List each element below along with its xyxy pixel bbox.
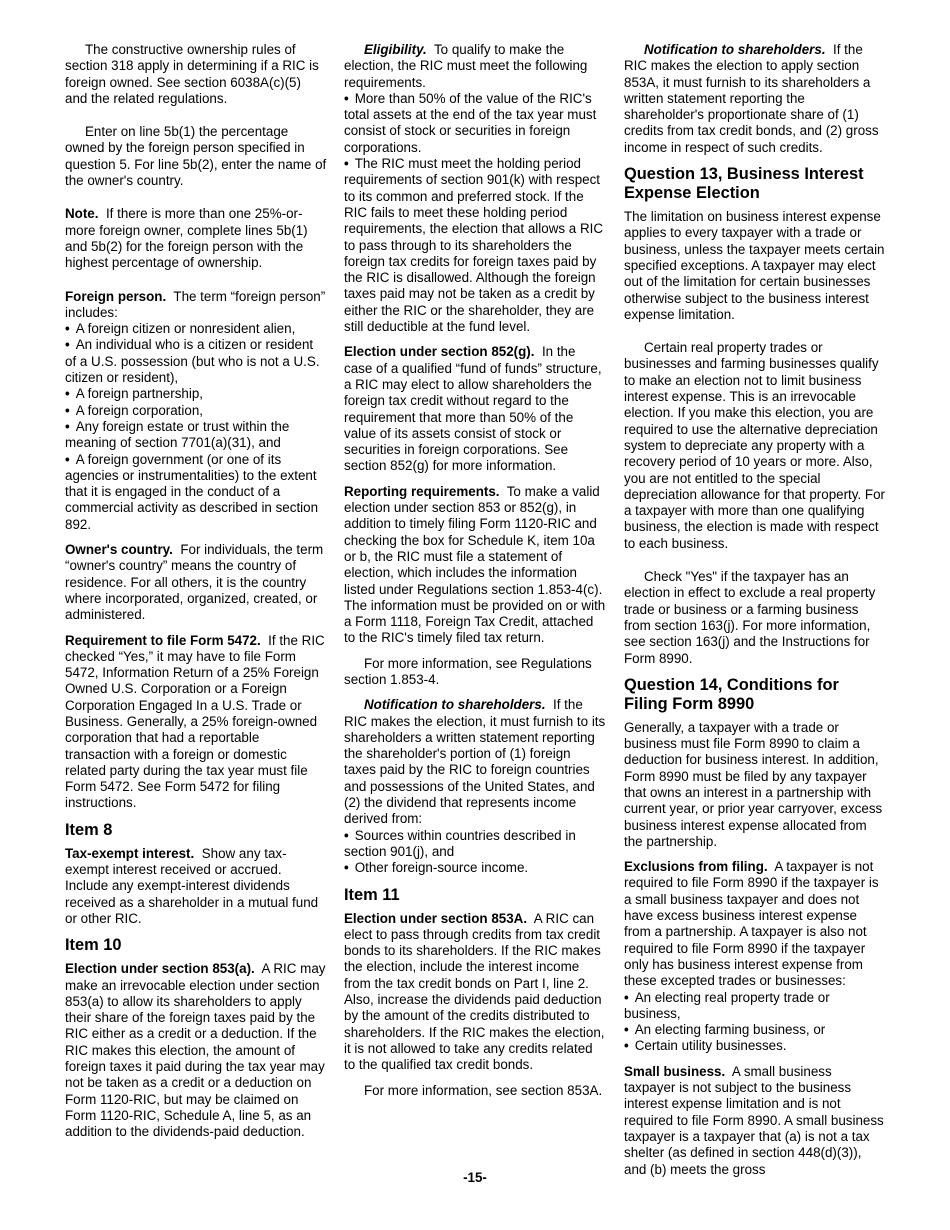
list-item: • The RIC must meet the holding period requirements of section 901(k) with respect to its common and preferred stock. If the RIC fails to meet these holding period requirements, the election that allows a RIC to pass through to its shareholders the foreign tax credits for foreign taxes paid by the RIC is disallowed. Although the foreign taxes paid may not be taken as a credit by either the RIC or the shareholder, they are still deductible at the fund level. <box>344 156 606 335</box>
list-item: • More than 50% of the value of the RIC's total assets at the end of the tax year must consist of stock or securities in foreign corporations. <box>344 91 606 156</box>
paragraph-text: A taxpayer is not required to file Form 8990 if the taxpayer is a small business taxpayer and does not have excess business interest expense from a partnership. A taxpayer is also not required to file Form 8990 if the taxpayer only has business interest expense from these excepted trades or businesses: <box>624 859 879 989</box>
paragraph <box>344 484 606 647</box>
paragraph: Enter on line 5b(1) the percentage owned by the foreign person specified in question 5. For line 5b(2), enter the name of the owner's country. <box>65 124 327 189</box>
paragraph: Check "Yes" if the taxpayer has an election in effect to exclude a real property trade or business or a farming business from section 163(j). For more information, see section 163(j) and the Instructions for Form 8990. <box>624 569 876 666</box>
list-item: • Other foreign-source income. <box>344 860 606 876</box>
list-item: • A foreign partnership, <box>65 386 327 402</box>
paragraph-text: To qualify to make the election, the RIC must meet the following requirements. <box>344 42 588 90</box>
paragraph-text: Show any tax-exempt interest received or accrued. Include any exempt-interest dividends received as a shareholder in a mutual fund or other RIC. <box>65 845 319 926</box>
list-item: • Certain utility businesses. <box>624 1038 886 1054</box>
bullet-list <box>344 828 606 877</box>
run-in-heading: Election under section 853(a). <box>65 961 255 977</box>
list-item: • A foreign citizen or nonresident alien, <box>65 321 327 337</box>
paragraph <box>65 633 327 812</box>
paragraph-text: If the RIC makes the election, it must furnish to its shareholders a written statement reporting the shareholder's portion of (1) foreign taxes paid by the RIC to foreign countries and possessions of the United States, and (2) the dividend that represents income derived from: <box>344 697 606 827</box>
paragraph-text: To make a valid election under section 853 or 852(g), in addition to timely filing Form 1120-RIC and checking the box for Schedule K, item 10a or b, the RIC must file a statement of election, which includes the information listed under Regulations section 1.853-4(c). The information must be provided on or with a Form 1118, Foreign Tax Credit, attached to the RIC's timely filed tax return. <box>344 483 606 646</box>
paragraph-text: If the RIC checked “Yes,” it may have to file Form 5472, Information Return of a 25% Foreign Owned U.S. Corporation or a Foreign Corporation Engaged In a U.S. Trade or Business. Generally, a 25% foreign-owned corporation that had a reportable transaction with a foreign or domestic related party during the tax year must file Form 5472. See Form 5472 for filing instructions. <box>65 632 325 811</box>
paragraph <box>344 697 606 827</box>
run-in-heading: Tax-exempt interest. <box>65 845 195 861</box>
run-in-heading: Foreign person. <box>65 288 167 304</box>
list-item: • Sources within countries described in section 901(j), and <box>344 828 606 861</box>
column-left <box>65 42 327 1150</box>
section-heading: Question 14, Conditions for Filing Form 8990 <box>624 675 839 713</box>
paragraph-text: For individuals, the term “owner's country” means the country of residence. For all others, it is the country where incorporated, organized, created, or administered. <box>65 542 324 623</box>
bullet-list <box>344 91 606 335</box>
run-in-heading: Note. <box>65 206 99 222</box>
paragraph-text: A RIC can elect to pass through credits from tax credit bonds to its shareholders. If the RIC makes the election, include the interest income from the tax credit bonds on Part I, line 2. Also, increase the dividends paid deduction by the amount of the credits distributed to shareholders. If the RIC makes the election, it is not allowed to take any credits related to the qualified tax credit bonds. <box>344 910 605 1073</box>
paragraph: The constructive ownership rules of section 318 apply in determining if a RIC is foreign owned. See section 6038A(c)(5) and the related regulations. <box>65 42 319 106</box>
paragraph <box>65 206 327 271</box>
paragraph <box>65 961 327 1140</box>
list-item: • An electing real property trade or business, <box>624 990 886 1023</box>
paragraph <box>344 42 606 91</box>
run-in-heading: Reporting requirements. <box>344 483 500 499</box>
bullet-list <box>65 321 327 533</box>
section-heading: Question 13, Business Interest Expense Election <box>624 165 864 203</box>
paragraph-text: If there is more than one 25%-or-more foreign owner, complete lines 5b(1) and 5b(2) for the foreign person with the highest percentage of ownership. <box>65 206 308 271</box>
paragraph: Certain real property trades or businesses and farming businesses qualify to make an election not to limit business interest expense. This is an irrevocable election. If you make this election, you are required to use the alternative depreciation system to depreciate any property with a recovery period of 10 years or more. Also, you are not entitled to the special depreciation allowance for that property. For a taxpayer with more than one qualifying business, the election is made with respect to each business. <box>624 340 886 551</box>
paragraph <box>65 289 327 322</box>
list-item: • A foreign government (or one of its agencies or instrumentalities) to the extent that it is engaged in the conduct of a commercial activity as described in section 892. <box>65 452 327 533</box>
paragraph: For more information, see section 853A. <box>364 1082 603 1098</box>
paragraph: The limitation on business interest expense applies to every taxpayer with a trade or business, unless the taxpayer meets certain specified exceptions. A taxpayer may elect out of the limitation for certain businesses otherwise subject to the business interest expense limitation. <box>624 209 885 322</box>
paragraph <box>624 1064 886 1178</box>
paragraph-text: If the RIC makes the election to apply section 853A, it must furnish to its shareholders a written statement reporting the shareholder's proportionate share of (1) credits from tax credit bonds, and (2) gross income in respect of such credits. <box>624 42 879 155</box>
section-heading: Item 8 <box>65 820 113 839</box>
section-heading: Item 10 <box>65 936 122 955</box>
paragraph-text: In the case of a qualified “fund of funds” structure, a RIC may elect to allow shareholders the foreign tax credit without regard to the requirement that more than 50% of the value of its assets consist of stock or securities in foreign corporations. See section 852(g) for more information. <box>344 344 602 474</box>
paragraph: For more information, see Regulations section 1.853-4. <box>344 655 592 687</box>
section-heading: Item 11 <box>344 885 400 904</box>
list-item: • A foreign corporation, <box>65 403 327 419</box>
paragraph <box>65 846 327 927</box>
column-middle <box>344 42 606 1108</box>
bullet-list <box>624 990 886 1055</box>
run-in-heading: Election under section 852(g). <box>344 344 535 360</box>
list-item: • An individual who is a citizen or resident of a U.S. possession (but who is not a U.S. citizen or resident), <box>65 337 327 386</box>
column-right <box>624 42 886 1187</box>
run-in-heading: Owner's country. <box>65 542 173 558</box>
paragraph <box>624 42 886 156</box>
list-item: • An electing farming business, or <box>624 1022 886 1038</box>
run-in-heading: Notification to shareholders. <box>644 42 826 57</box>
paragraph-text: A RIC may make an irrevocable election under section 853(a) to allow its shareholders to apply their share of the foreign taxes paid by the RIC either as a credit or a deduction. If the RIC makes this election, the amount of foreign taxes it paid during the tax year may not be taken as a credit or a deduction on Form 1120-RIC, but may be claimed on Form 1120-RIC, Schedule A, line 5, as an addition to the dividends-paid deduction. <box>65 961 326 1140</box>
paragraph <box>344 344 606 474</box>
run-in-heading: Notification to shareholders. <box>364 697 546 713</box>
run-in-heading: Eligibility. <box>364 42 427 57</box>
paragraph <box>624 859 886 989</box>
list-item: • Any foreign estate or trust within the meaning of section 7701(a)(31), and <box>65 419 327 452</box>
run-in-heading: Small business. <box>624 1063 726 1079</box>
page-number: -15- <box>463 1170 487 1185</box>
paragraph: Generally, a taxpayer with a trade or business must file Form 8990 to claim a deduction for business interest. In addition, Form 8990 must be filed by any taxpayer that owns an interest in a partnership with current year, or prior year carryover, excess business interest expense allocated from the partnership. <box>624 719 883 849</box>
run-in-heading: Requirement to file Form 5472. <box>65 632 261 648</box>
paragraph <box>344 911 606 1074</box>
run-in-heading: Election under section 853A. <box>344 910 528 926</box>
paragraph-text: The term “foreign person” includes: <box>65 288 326 320</box>
run-in-heading: Exclusions from filing. <box>624 859 768 875</box>
paragraph-text: A small business taxpayer is not subject to the business interest expense limitation and is not required to file Form 8990. A small business taxpayer is a taxpayer that (a) is not a tax shelter (as defined in section 448(d)(3)), and (b) meets the gross <box>624 1063 884 1177</box>
paragraph <box>65 542 327 623</box>
